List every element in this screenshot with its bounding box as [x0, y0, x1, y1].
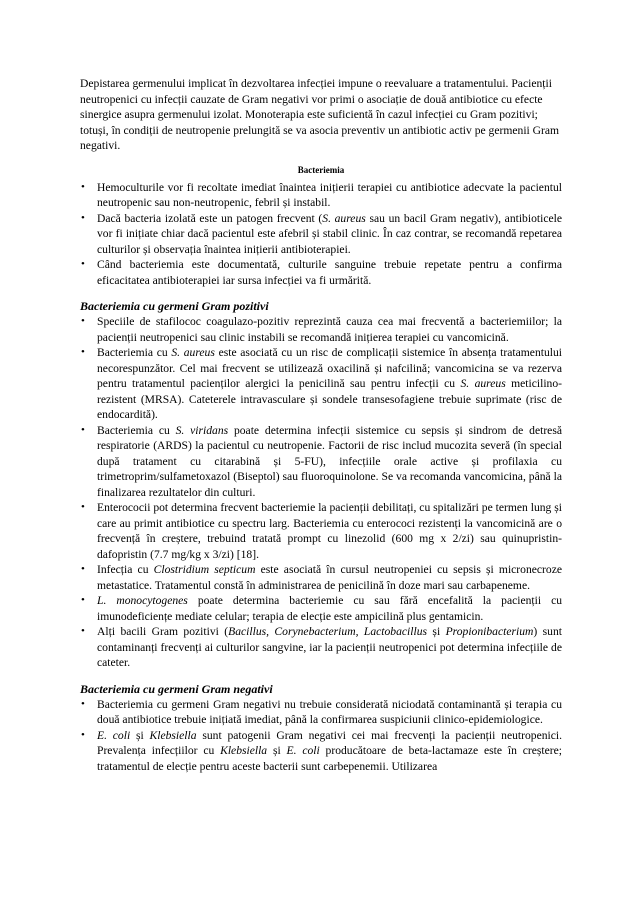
italic-term: S. aureus	[171, 346, 215, 360]
text-run: sunt patogenii Gram negativi cei mai frecvenți la pacienții neutropenici. Prevalența infecțiilor cu	[97, 728, 562, 758]
bullet-icon: •	[81, 697, 85, 710]
list-item	[80, 593, 562, 624]
bullet-icon: •	[81, 258, 85, 271]
gram-negative-list	[80, 697, 562, 775]
list-item	[80, 697, 562, 728]
bullet-icon: •	[81, 346, 85, 359]
bullet-icon: •	[81, 728, 85, 741]
text-run: Enterococii pot determina frecvent bacteriemie la pacienții debilitați, cu spitalizări pe termen lung și care au primit antibiotice cu spectru larg. Bacteriemia cu enterococi rezistenți la vancomicină are o frecvență în creștere, trebuind tratată prompt cu linezolid (600 mg x 2/zi) sau quinupristin-dafopristin (7.7 mg/kg x 3/zi) [18].	[97, 501, 562, 561]
italic-term: Klebsiella	[149, 728, 197, 742]
italic-term: S. aureus	[460, 377, 506, 391]
text-run: poate determina infecții sistemice cu sepsis și sindrom de detresă respiratorie (ARDS) la pacientul cu neutropenie. Factorii de risc includ mucozita severă (în special după tratament cu citarabină și 5-FU), infecțiile orale active și profilaxia cu trimetroprim/sulfametoxazol (Biseptol) sau fluoroquinolone. Se va recomanda vancomicina, până la finalizarea rezultatelor din culturi.	[97, 423, 562, 499]
heading-gram-positive: Bacteriemia cu germeni Gram pozitivi	[80, 299, 269, 314]
italic-term: L. monocytogenes	[97, 594, 188, 608]
intro-paragraph: Depistarea germenului implicat în dezvoltarea infecției impune o reevaluare a tratamentului. Pacienții neutropenici cu infecții cauzate de Gram negativi vor primi o asociație de două antibiotice cu efecte sinergice asupra germenului izolat. Monoterapia este suficientă în cazul infecției cu Gram pozitivi; totuși, în condiții de neutropenie prelungită se va asocia preventiv un antibiotic activ pe germenii Gram negativi.	[80, 77, 560, 153]
text-run: și	[130, 728, 150, 742]
text-run: meticilino-rezistent (MRSA). Cateterele intravasculare și sondele transesofagiene trebuie suprimate (risc de endocardită).	[97, 377, 562, 422]
bullet-icon: •	[81, 423, 85, 436]
bullet-icon: •	[81, 315, 85, 328]
bullet-icon: •	[81, 211, 85, 224]
bullet-icon: •	[81, 625, 85, 638]
section-title-bacteriemia: Bacteriemia	[297, 164, 345, 175]
text-run: ) sunt contaminanți frecvenți ai culturilor sangvine, iar la pacienții neutropenici pot determina infecțiile de cateter.	[97, 625, 562, 670]
list-item	[80, 345, 562, 423]
text-run: Bacteriemia cu germeni Gram negativi nu trebuie considerată niciodată contaminantă și terapia cu două antibiotice trebuie inițiată imediat, până la confirmarea suspiciunii clinico-epidemiologice.	[97, 697, 562, 727]
list-item	[80, 257, 562, 288]
text-run: Alți bacili Gram pozitivi (	[97, 625, 229, 639]
text-run: Speciile de stafilococ coagulazo-pozitiv reprezintă cauza cea mai frecventă a bacteriemiilor; la pacienții neutropenici sau clinic instabili se recomandă inițierea terapiei cu vancomicină.	[97, 315, 562, 344]
heading-gram-negative: Bacteriemia cu germeni Gram negativi	[80, 681, 273, 696]
text-run: poate determina bacteriemie cu sau fără encefalită la pacienții cu imunodeficiențe mediate celular; terapia de elecție este ampicilină plus gentamicin.	[97, 594, 563, 623]
bacteriemia-list	[80, 180, 562, 289]
list-item	[80, 423, 562, 501]
list-item	[80, 500, 562, 562]
list-item	[80, 211, 562, 258]
italic-term: Propionibacterium	[445, 625, 534, 639]
text-run: este asociată în cursul neutropeniei cu sepsis și micronecroze metastatice. Tratamentul constă în administrarea de penicilină în doze mari sau carbapeneme.	[97, 563, 563, 592]
bullet-icon: •	[81, 563, 85, 576]
list-item	[80, 562, 562, 593]
text-run: sau un bacil Gram negativ), antibioticele vor fi inițiate chiar dacă pacientul este afebril și stabil clinic. În caz contrar, se recomandă repetarea culturilor și observația înaintea inițierii antibioterapiei.	[97, 211, 562, 256]
italic-term: Klebsiella	[220, 744, 268, 758]
list-item	[80, 180, 562, 211]
list-item	[80, 624, 562, 671]
text-run: Bacteriemia cu	[97, 423, 176, 437]
italic-term: S. aureus	[322, 211, 366, 225]
gram-positive-list	[80, 314, 562, 671]
italic-term: E. coli	[97, 728, 131, 742]
text-run: și	[427, 625, 446, 639]
italic-term: S. viridans	[175, 423, 229, 437]
document-page	[80, 76, 562, 774]
text-run: producătoare de beta-lactamaze este în creștere; tratamentul de elecție pentru aceste bacterii sunt carbepenemii. Utilizarea	[97, 744, 562, 773]
text-run: și	[267, 744, 287, 758]
bullet-icon: •	[81, 594, 85, 607]
italic-term: Clostridium septicum	[153, 563, 256, 577]
bullet-icon: •	[81, 180, 85, 193]
bullet-icon: •	[81, 501, 85, 514]
text-run: este asociată cu un risc de complicații sistemice în absența tratamentului necorespunzător. Cel mai frecvent se utilizează oxacilină și nafcilină; vancomicina se va rezerva pentru tratamentul pacienților alergici la penicilină sau pentru infecții cu	[97, 346, 562, 391]
text-run: Bacteriemia cu	[97, 346, 172, 360]
italic-term: E. coli	[286, 744, 320, 758]
text-run: Hemoculturile vor fi recoltate imediat înaintea inițierii terapiei cu antibiotice adecvate la pacientul neutropenic sau non-neutropenic, febril și instabil.	[97, 180, 562, 210]
italic-term: Bacillus, Corynebacterium, Lactobacillus	[228, 625, 428, 639]
list-item	[80, 314, 562, 345]
text-run: Când bacteriemia este documentată, culturile sanguine trebuie repetate pentru a confirma eficacitatea antibioterapiei iar sursa infecției va fi urmărită.	[97, 258, 562, 287]
text-run: Dacă bacteria izolată este un patogen frecvent (	[97, 211, 323, 225]
text-run: Infecția cu	[97, 563, 154, 577]
list-item	[80, 728, 562, 775]
